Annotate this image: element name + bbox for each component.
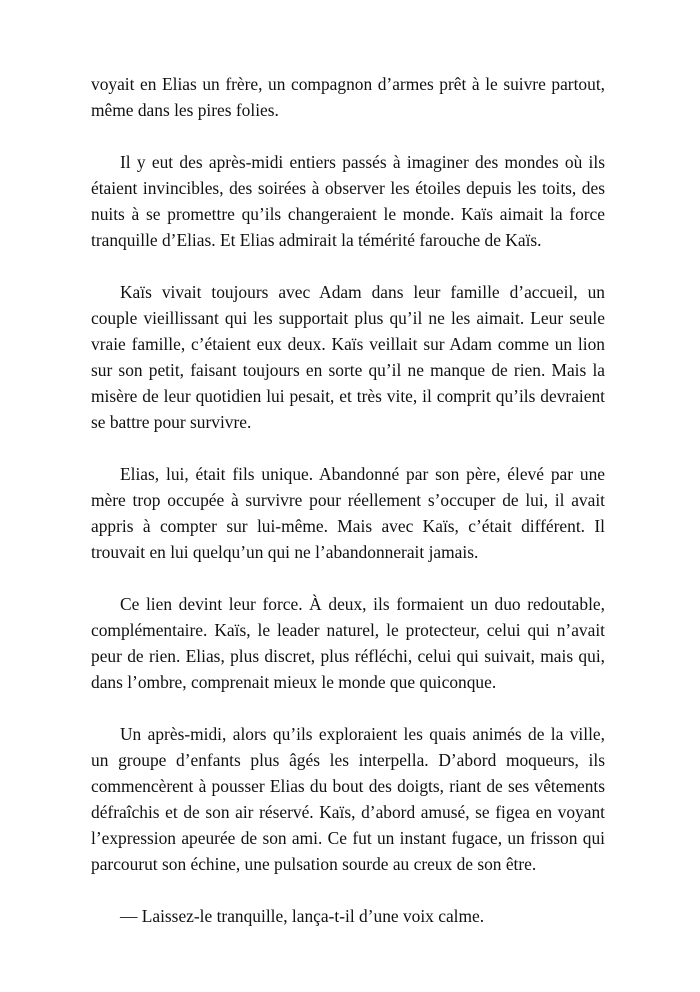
paragraph-dialogue: — Laissez-le tranquille, lança-t-il d’une voix calme. [120, 906, 485, 926]
paragraph-duo: Ce lien devint leur force. À deux, ils formaient un duo redoutable, complémentaire. Kaïs, le leader naturel, le protecteur, celui qui n’avait peur de rien. Elias, plus discret, plus réfléchi, celui qui suivait, mais qui, dans l’ombre, comprenait mieux le monde que quiconque. [91, 594, 605, 692]
body-text [91, 71, 605, 955]
paragraph-elias-background: Elias, lui, était fils unique. Abandonné par son père, élevé par une mère trop occupée à survivre pour réellement s’occuper de lui, il avait appris à compter sur lui-même. Mais avec Kaïs, c’était différent. Il trouvait en lui quelqu’un qui ne l’abandonnerait jamais. [91, 464, 605, 562]
paragraph-adventures: Il y eut des après-midi entiers passés à imaginer des mondes où ils étaient invincibles, des soirées à observer les étoiles depuis les toits, des nuits à se promettre qu’ils changeraient le monde. Kaïs aimait la force tranquille d’Elias. Et Elias admirait la témérité farouche de Kaïs. [91, 152, 605, 250]
paragraph-foster-family: Kaïs vivait toujours avec Adam dans leur famille d’accueil, un couple vieillissant qui les supportait plus qu’il ne les aimait. Leur seule vraie famille, c’étaient eux deux. Kaïs veillait sur Adam comme un lion sur son petit, faisant toujours en sorte qu’il ne manque de rien. Mais la misère de leur quotidien lui pesait, et très vite, il comprit qu’ils devraient se battre pour survivre. [91, 282, 605, 432]
paragraph-docks-incident: Un après-midi, alors qu’ils exploraient les quais animés de la ville, un groupe d’enfants plus âgés les interpella. D’abord moqueurs, ils commencèrent à pousser Elias du bout des doigts, riant de ses vêtements défraîchis et de son air réservé. Kaïs, d’abord amusé, se figea en voyant l’expression apeurée de son ami. Ce fut un instant fugace, un frisson qui parcourut son échine, une pulsation sourde au creux de son être. [91, 724, 605, 874]
paragraph-continuation: voyait en Elias un frère, un compagnon d’armes prêt à le suivre partout, même dans les pires folies. [91, 74, 605, 120]
